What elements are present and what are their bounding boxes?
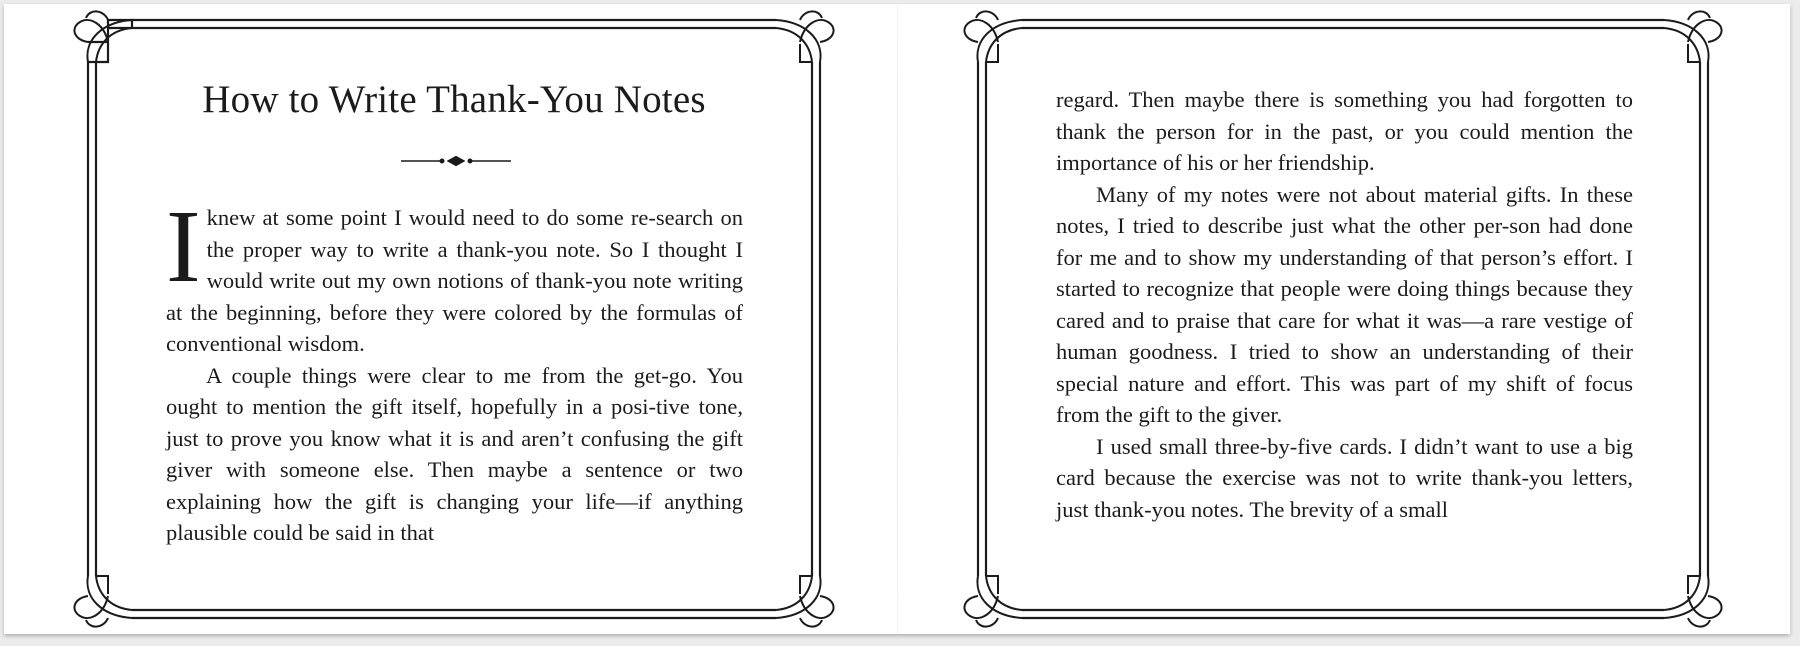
left-page-body	[166, 189, 743, 549]
paragraph: A couple things were clear to me from the get-go. You ought to mention the gift itself, hopefully in a posi-tive tone, just to prove you know what it is and aren’t confusing the gift giver with someone else. Then maybe a sentence or two explaining how the gift is changing your life—if anything plausible could be said in that	[166, 362, 743, 545]
paragraph: I used small three-by-five cards. I didn’t want to use a big card because the exercise was not to write thank-you letters, just thank-you notes. The brevity of a small	[1056, 433, 1633, 522]
right-page-body	[1056, 84, 1633, 525]
flourish-divider-icon	[401, 154, 511, 168]
paragraph: regard. Then maybe there is something you had forgotten to thank the person for in the past, or you could mention the importance of his or her friendship.	[1056, 87, 1633, 175]
book-spread	[4, 4, 1790, 634]
paragraph	[166, 189, 743, 360]
paragraph-text: knew at some point I would need to do some re-search on the proper way to write a thank-you note. So I thought I would write out my own notions of thank-you note writing at the beginning, before they were colored by the formulas of conventional wisdom.	[166, 205, 743, 356]
page-title: How to Write Thank-You Notes	[202, 78, 706, 121]
paragraph: Many of my notes were not about material gifts. In these notes, I tried to describe just what the other per-son had done for me and to show my understanding of that person’s effort. I started to recognize that people were doing things because they cared and to praise that care for what it was—a rare vestige of human goodness. I tried to show an understanding of their special nature and effort. This was part of my shift of focus from the gift to the giver.	[1056, 181, 1633, 427]
drop-cap: I	[166, 189, 201, 304]
